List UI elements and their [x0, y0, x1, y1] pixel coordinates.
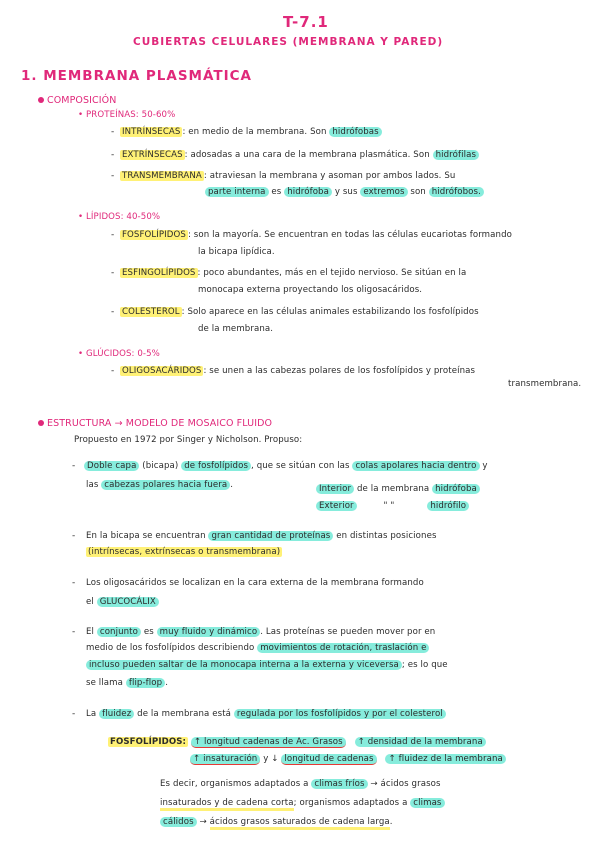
dash-icon: - — [111, 127, 115, 137]
conclusion-line2: insaturados y de cadena corta; organismos adaptados a climas — [160, 798, 445, 809]
dash-icon: - — [111, 366, 115, 376]
fosfolipidos-line2: la bicapa lipídica. — [198, 247, 275, 257]
page-subtitle: CUBIERTAS CELULARES (MEMBRANA Y PARED) — [133, 36, 444, 48]
dash-icon: - — [72, 709, 76, 719]
bullet2-line2: (intrínsecas, extrínsecas o transmembrana) — [88, 547, 281, 557]
dash-icon: - — [72, 578, 76, 588]
fosfolipidos-fluidez-line1: FOSFOLÍPIDOS: ↑ longitud cadenas de Ac. Grasos ↑ densidad de la membrana — [108, 737, 486, 748]
bullet4-line1: El conjunto es muy fluido y dinámico . Las proteínas se pueden mover por en — [86, 627, 436, 637]
dash-icon: - — [72, 461, 76, 471]
extrinsecas-line: EXTRÍNSECAS : adosadas a una cara de la membrana plasmática. Son hidrófilas — [120, 150, 479, 161]
oligosacaridos-line2: transmembrana. — [508, 379, 582, 389]
intrinsecas-line: INTRÍNSECAS : en medio de la membrana. Son hidrófobas — [120, 127, 382, 138]
estructura-heading: ESTRUCTURA → MODELO DE MOSAICO FLUIDO — [38, 418, 272, 429]
topic-code: T-7.1 — [283, 13, 329, 31]
section-title: 1. MEMBRANA PLASMÁTICA — [21, 68, 252, 84]
bullet1-line2: las cabezas polares hacia fuera . — [86, 480, 234, 490]
fosfolipidos-line1: FOSFOLÍPIDOS : son la mayoría. Se encuentran en todas las células eucariotas formando — [122, 230, 512, 240]
bullet3-line2: el GLUCOCÁLIX — [86, 597, 159, 608]
bullet4-line2: medio de los fosfolípidos describiendo movimientos de rotación, traslación e — [86, 643, 429, 654]
colesterol-line2: de la membrana. — [198, 324, 274, 334]
estructura-intro: Propuesto en 1972 por Singer y Nicholson. Propuso: — [74, 435, 303, 445]
dash-icon: - — [72, 531, 76, 541]
bullet5-line1: La fluidez de la membrana está regulada por los fosfolípidos y por el colesterol — [86, 709, 446, 720]
transmembrana-line2: parte interna es hidrófoba y sus extremos son hidrófobos. — [205, 187, 484, 198]
oligosacaridos-line1: OLIGOSACÁRIDOS : se unen a las cabezas polares de los fosfolípidos y proteínas — [122, 366, 476, 376]
colesterol-line1: COLESTEROL : Solo aparece en las células animales estabilizando los fosfolípidos — [122, 307, 479, 317]
dash-icon: - — [111, 171, 115, 181]
exterior-row: Exterior " " hidrófilo — [316, 501, 469, 512]
bullet1-line1: Doble capa (bicapa) de fosfolípidos , que se sitúan con las colas apolares hacia dentro y — [84, 461, 488, 472]
lipidos-heading: • LÍPIDOS: 40-50% — [78, 212, 161, 222]
glucidos-heading: • GLÚCIDOS: 0-5% — [78, 349, 160, 359]
bullet2-line1: En la bicapa se encuentran gran cantidad de proteínas en distintas posiciones — [86, 531, 437, 541]
composicion-heading: COMPOSICIÓN — [38, 95, 116, 106]
dash-icon: - — [111, 268, 115, 278]
dash-icon: - — [111, 307, 115, 317]
bullet-dot-icon — [38, 97, 44, 103]
proteinas-heading: • PROTEÍNAS: 50-60% — [78, 110, 176, 120]
bullet3-line1: Los oligosacáridos se localizan en la cara externa de la membrana formando — [86, 578, 424, 588]
dash-icon: - — [111, 230, 115, 240]
esfingolipidos-line1: ESFINGOLÍPIDOS : poco abundantes, más en el tejido nervioso. Se sitúan en la — [122, 268, 467, 278]
conclusion-line3: cálidos → ácidos grasos saturados de cadena larga. — [160, 817, 393, 828]
fosfolipidos-fluidez-line2: ↑ insaturación y ↓ longitud de cadenas ↑ fluidez de la membrana — [190, 754, 506, 765]
conclusion-line1: Es decir, organismos adaptados a climas fríos → ácidos grasos — [160, 779, 441, 789]
bullet4-line3: incluso pueden saltar de la monocapa interna a la externa y viceversa ; es lo que — [86, 660, 448, 671]
bullet-dot-icon — [38, 420, 44, 426]
transmembrana-line1: TRANSMEMBRANA : atraviesan la membrana y asoman por ambos lados. Su — [122, 171, 456, 181]
dash-icon: - — [111, 150, 115, 160]
esfingolipidos-line2: monocapa externa proyectando los oligosacáridos. — [198, 285, 423, 295]
bullet4-line4: se llama flip-flop . — [86, 678, 169, 688]
interior-row: Interior de la membrana hidrófoba — [316, 484, 480, 495]
dash-icon: - — [72, 627, 76, 637]
